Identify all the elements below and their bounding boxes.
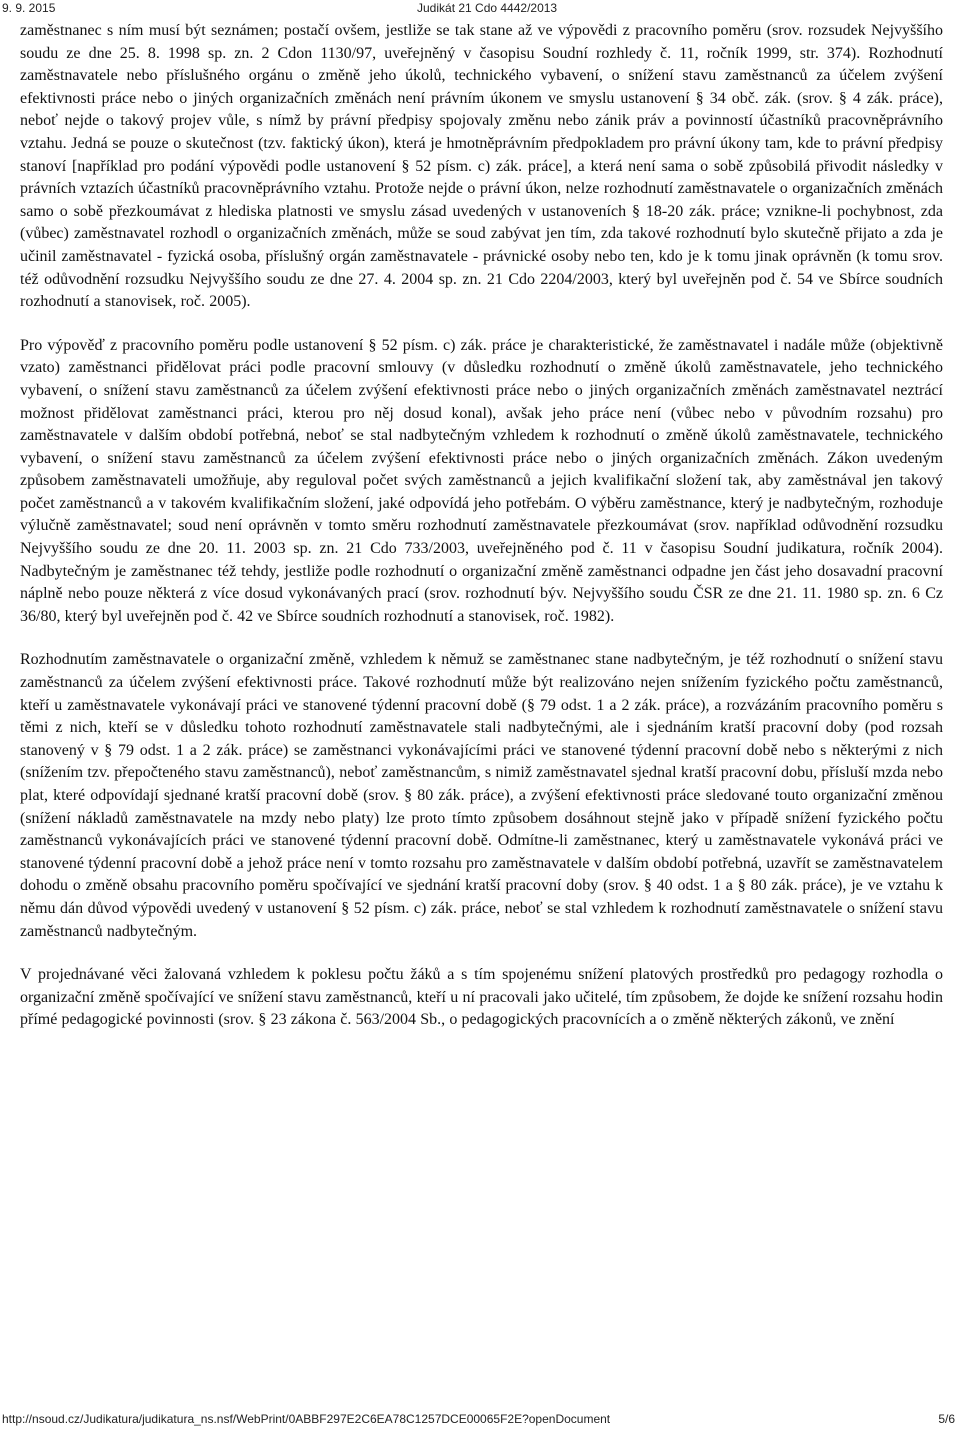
page-footer [0, 1412, 960, 1428]
document-title: Judikát 21 Cdo 4442/2013 [417, 1, 558, 15]
paragraph: Rozhodnutím zaměstnavatele o organizační změně, vzhledem k němuž se zaměstnanec stane nadbytečným, je též rozhodnutí o snížení stavu zaměstnanců za účelem zvýšení efektivnosti práce. Takové rozhodnutí může být realizováno nejen snížením fyzického počtu zaměstnanců, kteří u zaměstnavatele vykonávají práci ve stanovené týdenní pracovní době (§ 79 odst. 1 a 2 zák. práce), a rozvázáním pracovního poměru s těmi z nich, kteří se v důsledku tohoto rozhodnutí zaměstnavatele stali nadbytečnými, ale i sjednáním kratší pracovní doby (pod rozsah stanovený v § 79 odst. 1 a 2 zák. práce) se zaměstnanci vykonávajícími práci ve stanovené týdenní pracovní době nebo s některými z nich (snížením tzv. přepočteného stavu zaměstnanců), neboť zaměstnancům, s nimiž zaměstnavatel sjednal kratší pracovní dobu, přísluší mzda nebo plat, které odpovídají sjednané kratší pracovní době (srov. § 80 zák. práce), a zvýšení efektivnosti práce sledované touto organizační změnou (snížení nákladů zaměstnavatele na mzdy nebo platy) lze proto tímto způsobem dosáhnout stejně jako v případě snížení fyzického počtu zaměstnanců vykonávajících práci ve stanovené týdenní pracovní době. Odmítne-li zaměstnanec, který u zaměstnavatele vykonává práci ve stanovené týdenní pracovní době a jehož práce není v tomto rozsahu pro zaměstnavatele v dalším období potřebná, uzavřít se zaměstnavatelem dohodu o změně obsahu pracovního poměru spočívající ve sjednání kratší pracovní doby (srov. § 40 odst. 1 a § 80 zák. práce), je ve vztahu k němu dán důvod výpovědi uvedený v ustanovení § 52 písm. c) zák. práce, neboť se stal vzhledem k rozhodnutí zaměstnavatele o snížení stavu zaměstnanců nadbytečným. [20, 651, 943, 940]
document-body [20, 20, 943, 1032]
paragraph: V projednávané věci žalovaná vzhledem k poklesu počtu žáků a s tím spojenému snížení platových prostředků pro pedagogy rozhodla o organizační změně spočívající ve snížení stavu zaměstnanců, kteří u ní pracovali jako učitelé, tím způsobem, že dojde ke snížení rozsahu hodin přímé pedagogické povinnosti (srov. § 23 zákona č. 563/2004 Sb., o pedagogických pracovnících a o změně některých zákonů, ve znění [20, 966, 943, 1029]
print-date: 9. 9. 2015 [2, 1, 56, 15]
paragraph: Pro výpověď z pracovního poměru podle ustanovení § 52 písm. c) zák. práce je charakteristické, že zaměstnavatel i nadále může (objektivně vzato) zaměstnanci přidělovat práci podle pracovní smlouvy (v důsledku rozhodnutí o změně úkolů zaměstnavatele, jeho technického vybavení, o snížení stavu zaměstnanců za účelem zvýšení efektivnosti práce nebo o jiných organizačních změnách zaměstnavatel neztrácí možnost přidělovat zaměstnanci práci, kterou pro něj dosud konal), avšak jeho práce není (vůbec nebo v původním rozsahu) pro zaměstnavatele v dalším období potřebná, neboť se stal nadbytečným vzhledem k rozhodnutí o změně úkolů zaměstnavatele, technického vybavení, o snížení stavu zaměstnanců za účelem zvýšení efektivnosti práce nebo o jiných organizačních změnách. Zákon uvedeným způsobem zaměstnavateli umožňuje, aby reguloval počet svých zaměstnanců a jejich kvalifikační složení tak, aby zaměstnával jen takový počet zaměstnanců a v takovém kvalifikačním složení, jaké odpovídá jeho potřebám. O výběru zaměstnance, který je nadbytečným, rozhoduje výlučně zaměstnavatel; soud není oprávněn v tomto směru rozhodnutí zaměstnavatele přezkoumávat (srov. například odůvodnění rozsudku Nejvyššího soudu ze dne 20. 11. 2003 sp. zn. 21 Cdo 733/2003, uveřejněného pod č. 11 v časopisu Soudní judikatura, ročník 2004). Nadbytečným je zaměstnanec též tehdy, jestliže podle rozhodnutí o organizační změně zaměstnanci odpadne jen část jeho dosavadní pracovní náplně nebo pouze některá z více dosud vykonávaných prací (srov. rozhodnutí býv. Nejvyššího soudu ČSR ze dne 21. 11. 1980 sp. zn. 6 Cz 36/80, který byl uveřejněn pod č. 42 ve Sbírce soudních rozhodnutí a stanovisek, roč. 1982). [20, 336, 943, 625]
paragraph: zaměstnanec s ním musí být seznámen; postačí ovšem, jestliže se tak stane až ve výpovědi z pracovního poměru (srov. rozsudek Nejvyššího soudu ze dne 25. 8. 1998 sp. zn. 2 Cdon 1130/97, uveřejněný v časopisu Soudní rozhledy č. 11, ročník 1999, str. 374). Rozhodnutí zaměstnavatele nebo příslušného orgánu o změně jeho úkolů, technického vybavení, o snížení stavu zaměstnanců za účelem zvýšení efektivnosti práce nebo o jiných organizačních změnách není právním úkonem ve smyslu ustanovení § 34 obč. zák. (srov. § 4 zák. práce), neboť nejde o takový projev vůle, s nímž by právní předpisy spojovaly změnu nebo zánik práv a povinností účastníků pracovněprávního vztahu. Jedná se pouze o skutečnost (tzv. faktický úkon), která je hmotněprávním předpokladem pro právní úkony tam, kde to právní předpisy stanoví [například pro podání výpovědi podle ustanovení § 52 písm. c) zák. práce], a která není sama o sobě způsobilá přivodit následky v právních vztazích účastníků pracovněprávního vztahu. Protože nejde o právní úkon, nelze rozhodnutí zaměstnavatele o organizačních změnách samo o sobě přezkoumávat z hlediska platnosti ve smyslu zásad uvedených v ustanoveních § 18-20 zák. práce; vznikne-li pochybnost, zda (vůbec) zaměstnavatel rozhodl o organizačních změnách, může se soud zabývat jen tím, zda takové rozhodnutí bylo skutečně přijato a zda je učinil zaměstnavatel - fyzická osoba, příslušný orgán zaměstnavatele - právnické osoby nebo ten, kdo je k tomu jinak oprávněn (k tomu srov. též odůvodnění rozsudku Nejvyššího soudu ze dne 27. 4. 2004 sp. zn. 21 Cdo 2204/2003, který byl uveřejněn pod č. 54 ve Sbírce soudních rozhodnutí a stanovisek, roč. 2005). [20, 22, 943, 311]
page-header [0, 0, 960, 16]
source-url: http://nsoud.cz/Judikatura/judikatura_ns.nsf/WebPrint/0ABBF297E2C6EA78C1257DCE00065F2E?openDocument [2, 1412, 611, 1426]
page-number: 5/6 [938, 1412, 955, 1426]
